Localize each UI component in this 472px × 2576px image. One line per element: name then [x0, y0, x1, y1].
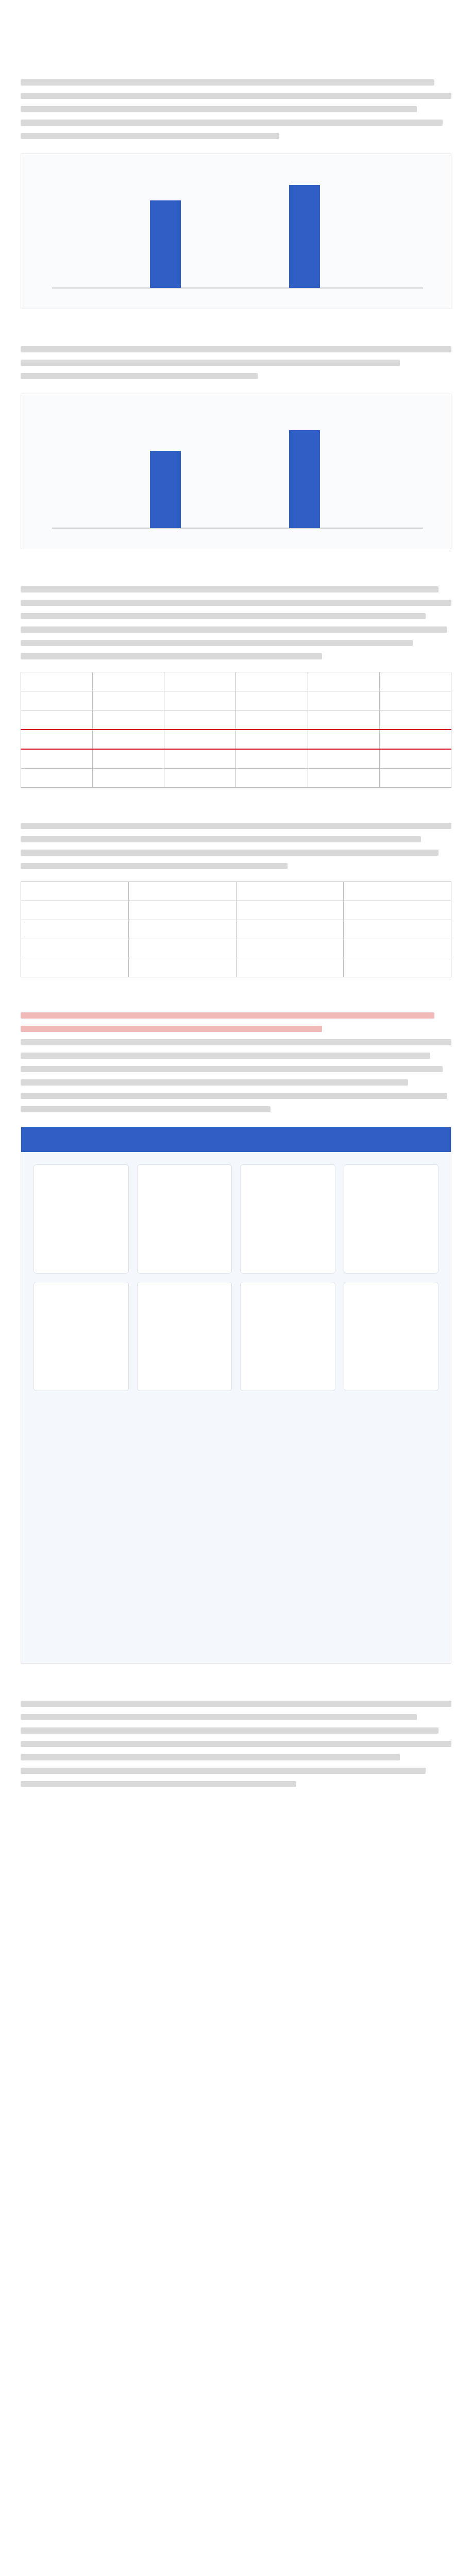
paragraph-block	[21, 586, 451, 659]
figure-caption	[21, 1678, 451, 1688]
infographic-title-bar	[21, 1127, 451, 1152]
table-caption	[21, 800, 451, 810]
paragraph-block	[21, 1701, 451, 1787]
figure-caption	[21, 1797, 451, 1807]
data-table-1	[21, 672, 451, 788]
figure-caption	[21, 564, 451, 574]
bar	[150, 200, 181, 288]
article-title-line-1	[21, 21, 451, 38]
figure-caption	[21, 324, 451, 334]
bar	[289, 430, 320, 528]
table-caption	[21, 990, 451, 1000]
article-title-line-2	[21, 42, 451, 59]
bar-chart-2	[21, 394, 451, 549]
ranking-card	[137, 1164, 232, 1274]
ranking-card	[33, 1164, 129, 1274]
paragraph-block	[21, 79, 451, 139]
paragraph-block	[21, 346, 451, 379]
ranking-card	[137, 1282, 232, 1391]
ranking-infographic	[21, 1127, 451, 1664]
bar	[289, 185, 320, 288]
ranking-card	[344, 1282, 439, 1391]
data-table-2	[21, 882, 451, 977]
ranking-card	[344, 1164, 439, 1274]
article-header	[21, 21, 451, 59]
highlighted-row	[21, 730, 451, 749]
paragraph-block	[21, 1012, 451, 1112]
chart-figure-2	[21, 394, 451, 549]
chart-figure-1	[21, 154, 451, 309]
article	[21, 0, 451, 1840]
bar-chart-1	[21, 154, 451, 309]
ranking-card	[240, 1164, 335, 1274]
bar	[150, 451, 181, 528]
ranking-card	[33, 1282, 129, 1391]
ranking-card	[240, 1282, 335, 1391]
paragraph-block	[21, 823, 451, 869]
